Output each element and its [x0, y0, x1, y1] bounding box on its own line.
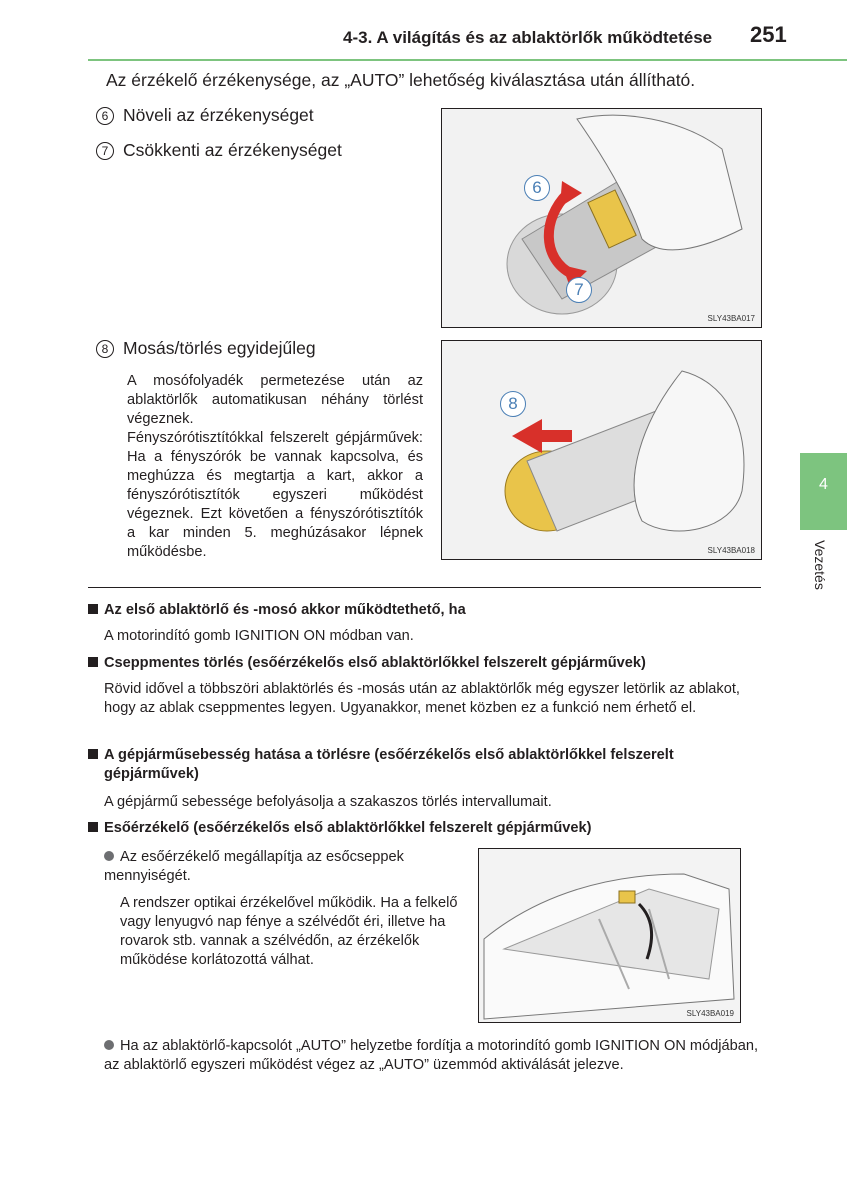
figure-code: SLY43BA017 [707, 314, 755, 323]
bullet-text-1: Az esőérzékelő megállapítja az esőcseppek mennyiségét. [104, 849, 404, 884]
lever-wash-illustration [442, 341, 761, 559]
bullet-item-1-detail: A rendszer optikai érzékelővel működik. Ha a felkelő vagy lenyugvó nap fénye a szélvédőt éri, illetve ha rovarok stb. vannak a szélvédőn, az érzékelők működése korlátozottá válhat. [120, 895, 458, 968]
item-increase-label: Növeli az érzékenységet [123, 105, 314, 125]
section-body-3: A gépjármű sebessége befolyásolja a szakaszos törlés intervallumait. [104, 794, 552, 810]
bullet-item-2 [104, 1037, 761, 1075]
square-bullet-icon [88, 822, 98, 832]
wash-description [127, 372, 423, 562]
round-bullet-icon [104, 1040, 114, 1050]
section-heading-text: Az első ablaktörlő és -mosó akkor működtethető, ha [104, 602, 466, 618]
bullet-text-2: Ha az ablaktörlő-kapcsolót „AUTO” helyzetbe fordítja a motorindító gomb IGNITION ON módjában, az ablaktörlő egyszeri működést végez az „AUTO” üzemmód aktiválását jelezve. [104, 1038, 759, 1073]
item-number-8: 8 [96, 340, 114, 358]
section-body-1: A motorindító gomb IGNITION ON módban van. [104, 628, 414, 644]
chapter-number: 4 [819, 476, 828, 493]
item-decrease-label: Csökkenti az érzékenységet [123, 140, 342, 160]
figure-code: SLY43BA018 [707, 546, 755, 555]
item-number-6: 6 [96, 107, 114, 125]
item-wash-label: Mosás/törlés egyidejűleg [123, 338, 316, 358]
item-wash [96, 338, 316, 359]
figure-rain-sensor [478, 848, 741, 1023]
page-number: 251 [750, 22, 787, 47]
callout-8: 8 [500, 391, 526, 417]
section-title: 4-3. A világítás és az ablaktörlők működtetése [343, 28, 713, 47]
section-heading-3 [88, 746, 761, 784]
callout-6: 6 [524, 175, 550, 201]
divider [88, 587, 761, 588]
section-heading-text: Cseppmentes törlés (esőérzékelős első ablaktörlőkkel felszerelt gépjárművek) [104, 655, 646, 671]
callout-7: 7 [566, 277, 592, 303]
figure-lever-sensitivity [441, 108, 762, 328]
wash-paragraph-2: Fényszórótisztítókkal felszerelt gépjárművek: Ha a fényszórók be vannak kapcsolva, és meghúzza és megtartja a kart, akkor a fényszórótisztítók egyszeri működést végeznek. Ezt követően a fényszórótisztítók a kar minden 5. meghúzásakor lépnek működésbe. [127, 430, 423, 560]
section-heading-4 [88, 819, 761, 838]
figure-lever-wash [441, 340, 762, 560]
intro-text: Az érzékelő érzékenysége, az „AUTO” lehetőség kiválasztása után állítható. [106, 70, 696, 90]
square-bullet-icon [88, 749, 98, 759]
section-heading-2 [88, 654, 761, 673]
section-heading-text: A gépjárműsebesség hatása a törlésre (esőérzékelős első ablaktörlőkkel felszerelt [104, 747, 674, 763]
section-body-2: Rövid idővel a többszöri ablaktörlés és -mosás után az ablaktörlők még egyszer letörlik az ablakot, hogy az ablak cseppmentes legyen. Ugyanakkor, menet közben ez a funkció nem érhető el. [104, 681, 740, 716]
rain-sensor-illustration [479, 849, 740, 1022]
figure-code: SLY43BA019 [686, 1009, 734, 1018]
section-heading-text: Esőérzékelő (esőérzékelős első ablaktörlőkkel felszerelt gépjárművek) [104, 820, 592, 836]
bullet-item-1 [104, 848, 464, 886]
chapter-label: Vezetés [812, 540, 828, 590]
wash-paragraph-1: A mosófolyadék permetezése után az ablaktörlők automatikusan néhány törlést végeznek. [127, 373, 423, 427]
lever-sensitivity-illustration [442, 109, 761, 327]
square-bullet-icon [88, 604, 98, 614]
item-decrease [96, 140, 342, 161]
section-heading-text-2: gépjárművek) [104, 766, 199, 782]
header-rule [88, 59, 847, 61]
item-increase [96, 105, 314, 126]
round-bullet-icon [104, 851, 114, 861]
section-heading-1 [88, 601, 761, 620]
square-bullet-icon [88, 657, 98, 667]
item-number-7: 7 [96, 142, 114, 160]
